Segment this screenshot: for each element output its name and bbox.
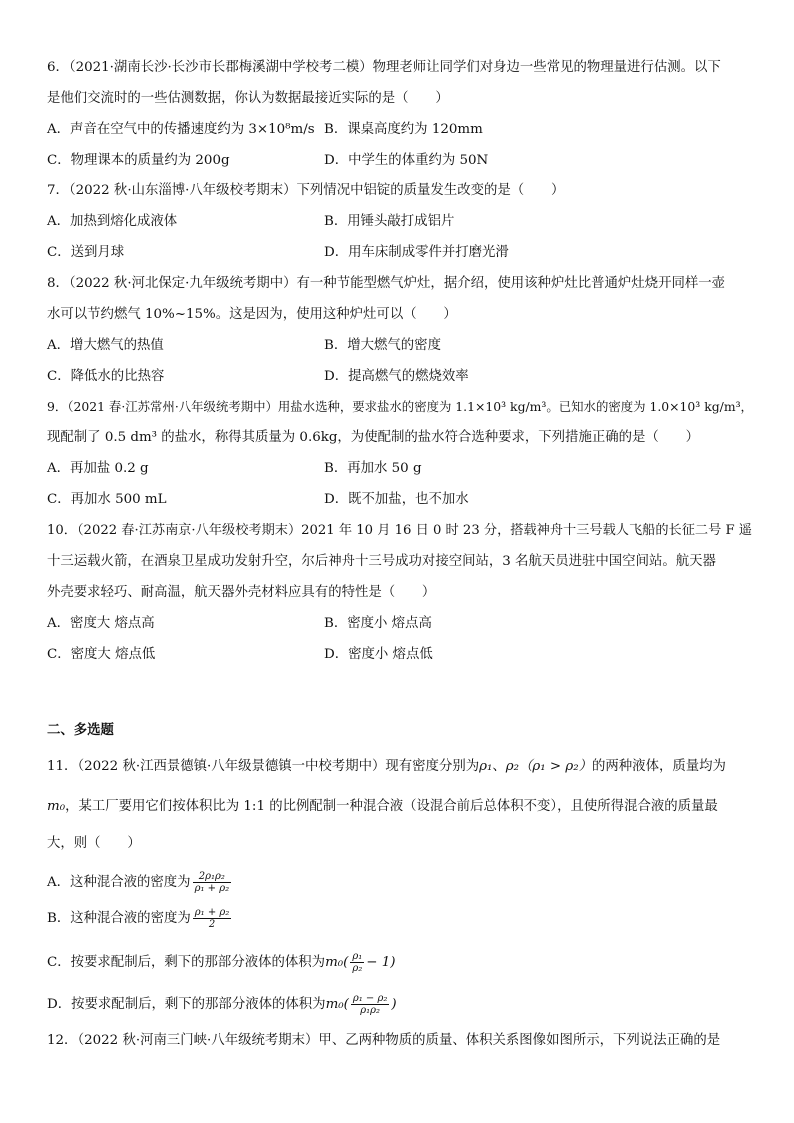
fraction-numerator: ρ₁ + ρ₂ [194,907,230,918]
q12-stem-line1: 12．（2022 秋·河南三门峡·八年级统考期末）甲、乙两种物质的质量、体积关系图像如图所示，下列说法正确的是 [47,1033,721,1048]
q6-option-a: A．声音在空气中的传播速度约为 3×10⁸m/s [47,122,315,137]
fraction-denominator: 2 [208,919,216,930]
fraction-numerator: ρ₁ [352,951,363,962]
q9-stem-line1: 9．（2021 春·江苏常州·八年级统考期中）用盐水选种，要求盐水的密度为 1.1×10³ kg/m³。已知水的密度为 1.0×10³ kg/m³， [47,399,753,414]
q6-option-b: B．课桌高度约为 120mm [324,122,483,137]
q7-stem-line1: 7．（2022 秋·山东淄博·八年级校考期末）下列情况中铝锭的质量发生改变的是（ ） [47,183,565,198]
q8-option-a: A．增大燃气的热值 [47,338,164,353]
q10-option-d: D．密度小 熔点低 [324,647,433,662]
q11-option-d [47,990,397,1020]
q7-option-b: B．用锤头敲打成铝片 [324,214,455,229]
q11-stem-line3: 大，则（ ） [47,836,141,851]
q11-stem-line2 [47,797,718,817]
q11-option-d-text: D．按要求配制后，剩下的那部分液体的体积为 [47,997,326,1012]
formula-fraction [351,993,390,1016]
formula-fraction [350,951,364,974]
formula-fraction [193,907,232,930]
q10-option-c: C．密度大 熔点低 [47,647,156,662]
q11-stem-prefix: 11．（2022 秋·江西景德镇·八年级景德镇一中校考期中）现有密度分别为 [47,759,480,774]
q8-option-b: B．增大燃气的密度 [324,338,441,353]
q7-option-c: C．送到月球 [47,245,125,260]
q11-option-b [47,904,233,934]
density-condition: （ρ₁ > ρ₂） [519,759,593,774]
fraction-denominator: ρ₂ [352,963,363,974]
q11-option-b-text: B．这种混合液的密度为 [47,911,191,926]
formula-suffix: − 1) [366,955,396,970]
q11-option-c-text: C．按要求配制后，剩下的那部分液体的体积为 [47,955,326,970]
fraction-denominator: ρ₁ρ₂ [360,1005,380,1016]
q8-option-c: C．降低水的比热容 [47,369,165,384]
q9-option-d: D．既不加盐，也不加水 [324,492,469,507]
q9-option-a: A．再加盐 0.2 g [47,461,149,476]
fraction-numerator: 2ρ₁ρ₂ [193,871,232,883]
q11-separator: 、 [492,759,506,774]
q10-stem-line2: 十三运载火箭，在酒泉卫星成功发射升空，尔后神舟十三号成功对接空间站，3 名航天员进驻中国空间站。航天器 [47,554,716,569]
q8-stem-line2: 水可以节约燃气 10%~15%。这是因为，使用这种炉灶可以（ ） [47,307,457,322]
section-heading: 二、多选题 [47,723,114,738]
q11-stem-line1 [47,757,726,777]
q10-option-a: A．密度大 熔点高 [47,616,155,631]
q9-option-c: C．再加水 500 mL [47,492,167,507]
q10-option-b: B．密度小 熔点高 [324,616,432,631]
m0-symbol: m₀ [47,799,66,814]
q11-stem-line2-text: ，某工厂要用它们按体积比为 1:1 的比例配制一种混合液（设混合前后总体积不变），且使所得混合液的质量最 [65,799,718,814]
formula-prefix: m₀( [325,997,349,1012]
q9-option-b: B．再加水 50 g [324,461,422,476]
q9-stem-line2: 现配制了 0.5 dm³ 的盐水，称得其质量为 0.6kg，为使配制的盐水符合选种要求，下列措施正确的是（ ） [47,430,699,445]
formula-fraction [193,871,232,894]
q10-stem-line3: 外壳要求轻巧、耐高温，航天器外壳材料应具有的特性是（ ） [47,585,436,600]
q6-option-c: C．物理课本的质量约为 200g [47,153,230,168]
q11-stem-suffix: 的两种液体，质量均为 [592,759,726,774]
q11-option-c [47,948,395,978]
q10-stem-line1: 10．（2022 春·江苏南京·八年级校考期末）2021 年 10 月 16 日 0 时 23 分，搭载神舟十三号载人飞船的长征二号 F 遥 [47,523,752,538]
q6-option-d: D．中学生的体重约为 50N [324,153,489,168]
q6-stem-line1: 6．（2021·湖南长沙·长沙市长郡梅溪湖中学校考二模）物理老师让同学们对身边一些常见的物理量进行估测。以下 [47,60,721,75]
q6-stem-line2: 是他们交流时的一些估测数据，你认为数据最接近实际的是（ ） [47,91,449,106]
q8-stem-line1: 8．（2022 秋·河北保定·九年级统考期中）有一种节能型燃气炉灶，据介绍，使用该种炉灶比普通炉灶烧开同样一壶 [47,276,726,291]
q11-option-a [47,868,233,898]
fraction-denominator: ρ₁ + ρ₂ [194,883,230,894]
formula-prefix: m₀( [325,955,349,970]
q7-option-a: A．加热到熔化成液体 [47,214,178,229]
q8-option-d: D．提高燃气的燃烧效率 [324,369,469,384]
formula-suffix: ) [391,997,397,1012]
rho1-symbol: ρ₁ [479,759,493,774]
q7-option-d: D．用车床制成零件并打磨光滑 [324,245,509,260]
q11-option-a-text: A．这种混合液的密度为 [47,875,191,890]
fraction-numerator: ρ₁ − ρ₂ [352,993,388,1004]
rho2-symbol: ρ₂ [505,759,520,774]
